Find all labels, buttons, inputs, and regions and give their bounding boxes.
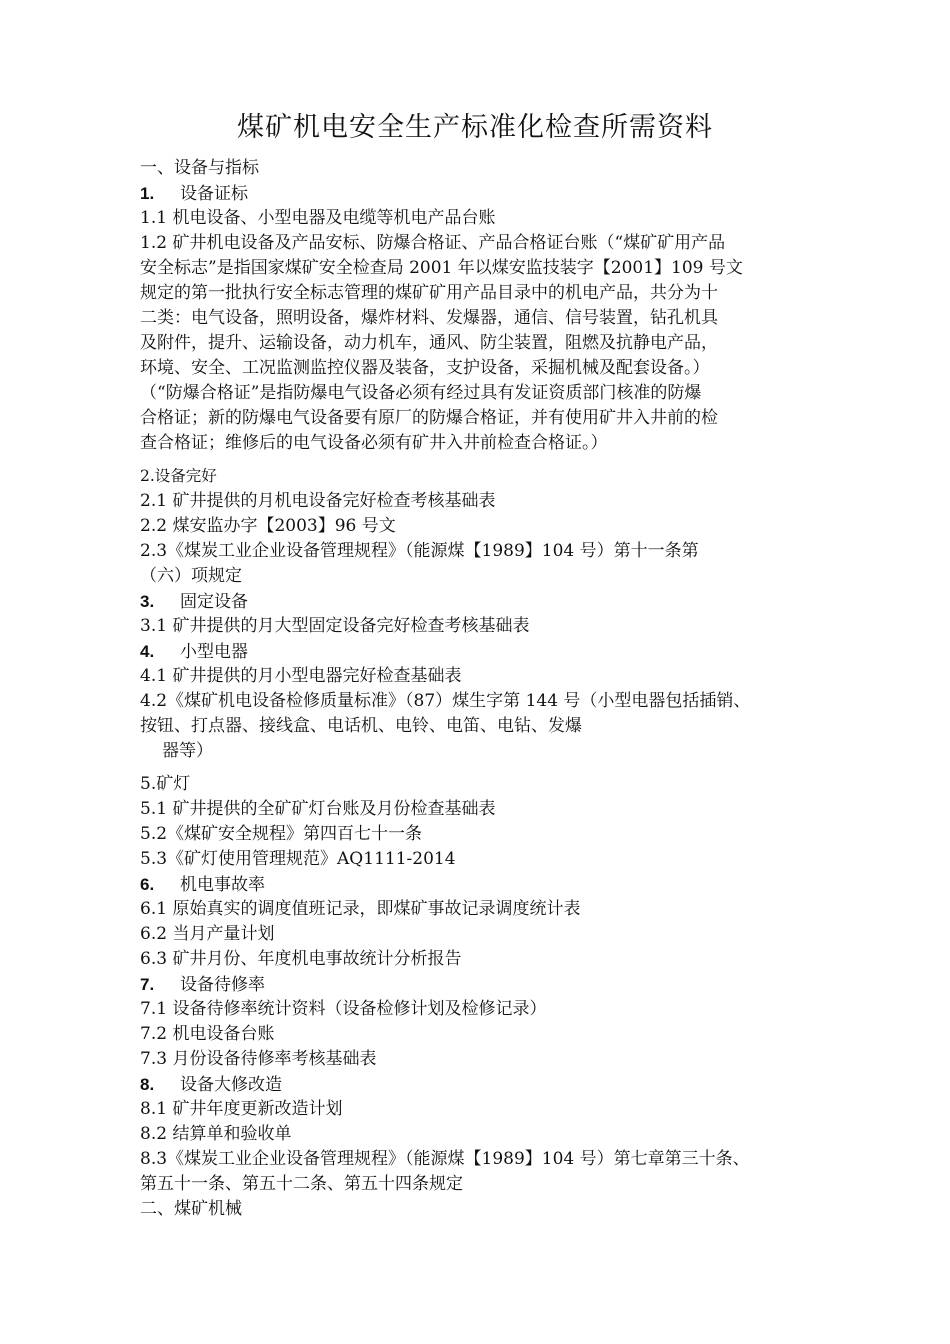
- item-heading: 5.矿灯: [140, 774, 191, 794]
- text-line: 安全标志”是指国家煤矿安全检查局 2001 年以煤安监技装字【2001】109 号文: [140, 258, 743, 278]
- section-heading: 二、煤矿机械: [140, 1199, 242, 1219]
- text-line: 器等）: [162, 741, 213, 761]
- text-line: 2.1 矿井提供的月机电设备完好检查考核基础表: [140, 491, 496, 511]
- text-line: （六）项规定: [140, 566, 242, 586]
- text-line: 6.3 矿井月份、年度机电事故统计分析报告: [140, 949, 462, 969]
- text-line: 5.1 矿井提供的全矿矿灯台账及月份检查基础表: [140, 799, 496, 819]
- text-line: 5.3《矿灯使用管理规范》AQ1111-2014: [140, 849, 456, 869]
- item-heading: 3. 固定设备: [140, 592, 248, 612]
- text-line: （“防爆合格证”是指防爆电气设备必须有经过具有发证资质部门核准的防爆: [140, 383, 702, 403]
- item-heading: 7. 设备待修率: [140, 975, 265, 995]
- item-heading: 2.设备完好: [140, 467, 217, 485]
- text-line: 规定的第一批执行安全标志管理的煤矿矿用产品目录中的机电产品，共分为十: [140, 283, 718, 303]
- text-line: 环境、安全、工况监测监控仪器及装备，支护设备，采掘机械及配套设备。）: [140, 358, 710, 378]
- text-line: 2.3《煤炭工业企业设备管理规程》（能源煤【1989】104 号）第十一条第: [140, 541, 699, 561]
- text-line: 8.3《煤炭工业企业设备管理规程》（能源煤【1989】104 号）第七章第三十条、: [140, 1149, 750, 1169]
- text-line: 8.1 矿井年度更新改造计划: [140, 1099, 343, 1119]
- text-line: 1.2 矿井机电设备及产品安标、防爆合格证、产品合格证台账（“煤矿矿用产品: [140, 233, 726, 253]
- text-line: 6.2 当月产量计划: [140, 924, 275, 944]
- text-line: 7.3 月份设备待修率考核基础表: [140, 1049, 377, 1069]
- text-line: 3.1 矿井提供的月大型固定设备完好检查考核基础表: [140, 616, 530, 636]
- text-line: 4.1 矿井提供的月小型电器完好检查基础表: [140, 666, 462, 686]
- text-line: 7.2 机电设备台账: [140, 1024, 275, 1044]
- text-line: 6.1 原始真实的调度值班记录，即煤矿事故记录调度统计表: [140, 899, 581, 919]
- text-line: 及附件，提升、运输设备，动力机车，通风、防尘装置，阻燃及抗静电产品，: [140, 333, 718, 353]
- text-line: 合格证；新的防爆电气设备要有原厂的防爆合格证，并有使用矿井入井前的检: [140, 408, 718, 428]
- section-heading: 一、设备与指标: [140, 158, 259, 178]
- text-line: 二类：电气设备，照明设备，爆炸材料、发爆器，通信、信号装置，钻孔机具: [140, 308, 718, 328]
- text-line: 5.2《煤矿安全规程》第四百七十一条: [140, 824, 423, 844]
- document-body: [140, 156, 830, 1222]
- text-line: 第五十一条、第五十二条、第五十四条规定: [140, 1174, 463, 1194]
- item-heading: 8. 设备大修改造: [140, 1075, 282, 1095]
- text-line: 查合格证；维修后的电气设备必须有矿井入井前检查合格证。）: [140, 433, 608, 453]
- item-heading: 6. 机电事故率: [140, 875, 265, 895]
- text-line: 8.2 结算单和验收单: [140, 1124, 292, 1144]
- item-heading: 4. 小型电器: [140, 642, 248, 662]
- item-heading: 1. 设备证标: [140, 184, 248, 204]
- document-title: 煤矿机电安全生产标准化检查所需资料: [237, 112, 713, 143]
- text-line: 1.1 机电设备、小型电器及电缆等机电产品台账: [140, 208, 496, 228]
- text-line: 2.2 煤安监办字【2003】96 号文: [140, 516, 396, 536]
- text-line: 4.2《煤矿机电设备检修质量标准》（87）煤生字第 144 号（小型电器包括插销、: [140, 691, 751, 711]
- text-line: 按钮、打点器、接线盒、电话机、电铃、电笛、电钻、发爆: [140, 716, 582, 736]
- text-line: 7.1 设备待修率统计资料（设备检修计划及检修记录）: [140, 999, 547, 1019]
